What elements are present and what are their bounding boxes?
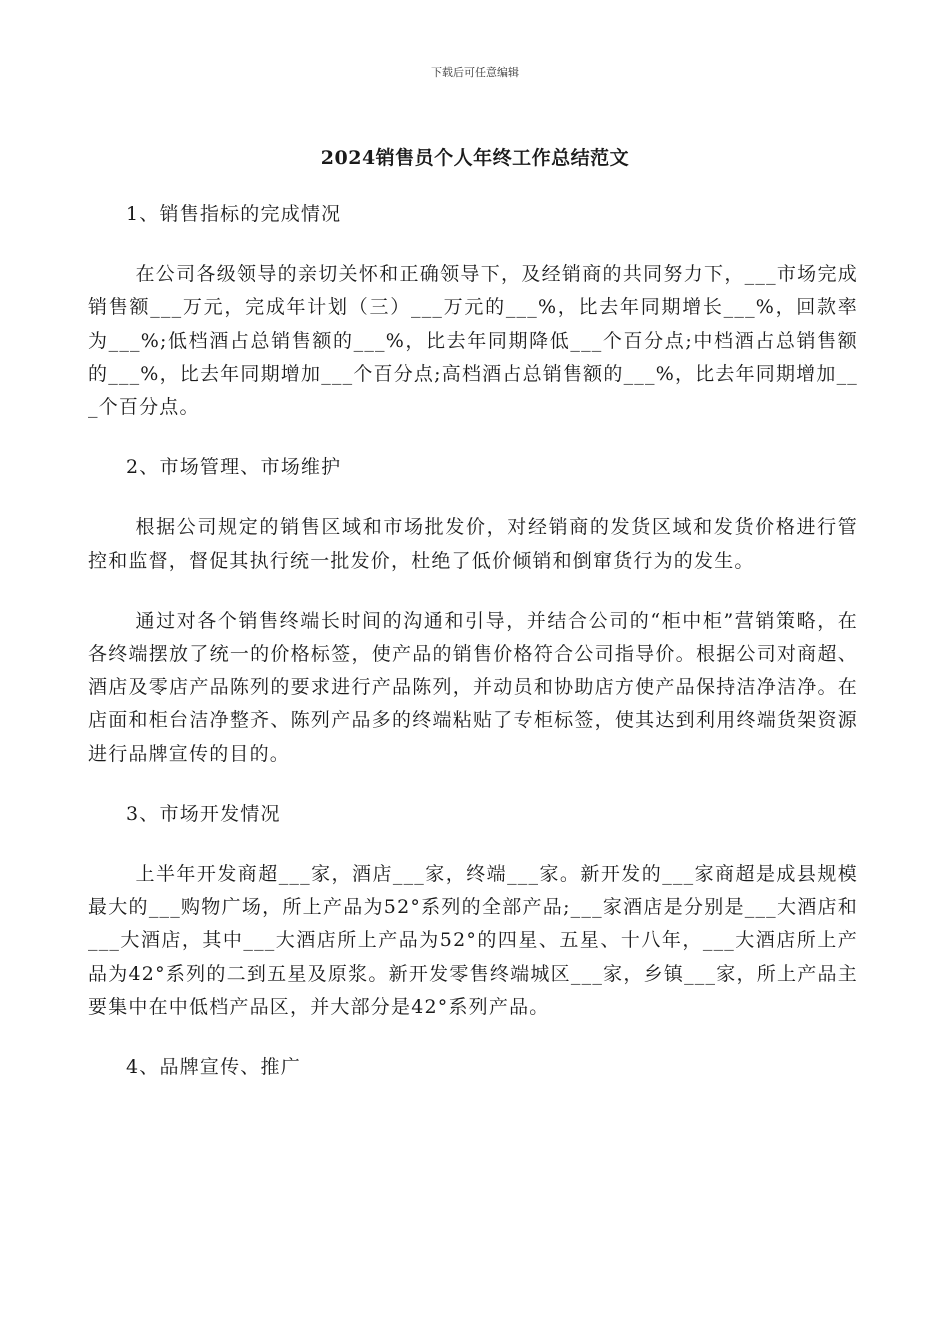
document-title: 2024销售员个人年终工作总结范文: [320, 147, 630, 169]
section-heading-4: 4、品牌宣传、推广: [126, 1056, 301, 1079]
section-3-paragraph-1: 上半年开发商超___家，酒店___家，终端___家。新开发的___家商超是成县规模最大的___购物广场，所上产品为52°系列的全部产品;___家酒店是分别是___大酒店和___大酒店，其中___大酒店所上产品为52°的四星、五星、十八年，___大酒店所上产品为42°系列的二到五星及原浆。新开发零售终端城区___家，乡镇___家，所上产品主要集中在中低档产品区，并大部分是42°系列产品。: [88, 863, 858, 1018]
section-2-paragraph-1: 根据公司规定的销售区域和市场批发价，对经销商的发货区域和发货价格进行管控和监督，督促其执行统一批发价，杜绝了低价倾销和倒窜货行为的发生。: [88, 516, 858, 572]
section-heading-3: 3、市场开发情况: [126, 802, 281, 825]
section-2-paragraph-2: 通过对各个销售终端长时间的沟通和引导，并结合公司的“柜中柜”营销策略，在各终端摆放了统一的价格标签，使产品的销售价格符合公司指导价。根据公司对商超、酒店及零店产品陈列的要求进行产品陈列，并动员和协助店方使产品保持洁净洁净。在店面和柜台洁净整齐、陈列产品多的终端粘贴了专柜标签，使其达到利用终端货架资源进行品牌宣传的目的。: [88, 609, 858, 765]
header-note: 下载后可任意编辑: [431, 66, 519, 79]
section-1-paragraph-1: 在公司各级领导的亲切关怀和正确领导下，及经销商的共同努力下，___市场完成销售额___万元，完成年计划（三）___万元的___%，比去年同期增长___%，回款率为___%;低档酒占总销售额的___%，比去年同期降低___个百分点;中档酒占总销售额的___%，比去年同期增加___个百分点;高档酒占总销售额的___%，比去年同期增加___个百分点。: [88, 263, 858, 419]
section-heading-1: 1、销售指标的完成情况: [126, 203, 342, 225]
section-heading-2: 2、市场管理、市场维护: [126, 456, 342, 479]
document-body: [88, 198, 858, 1111]
